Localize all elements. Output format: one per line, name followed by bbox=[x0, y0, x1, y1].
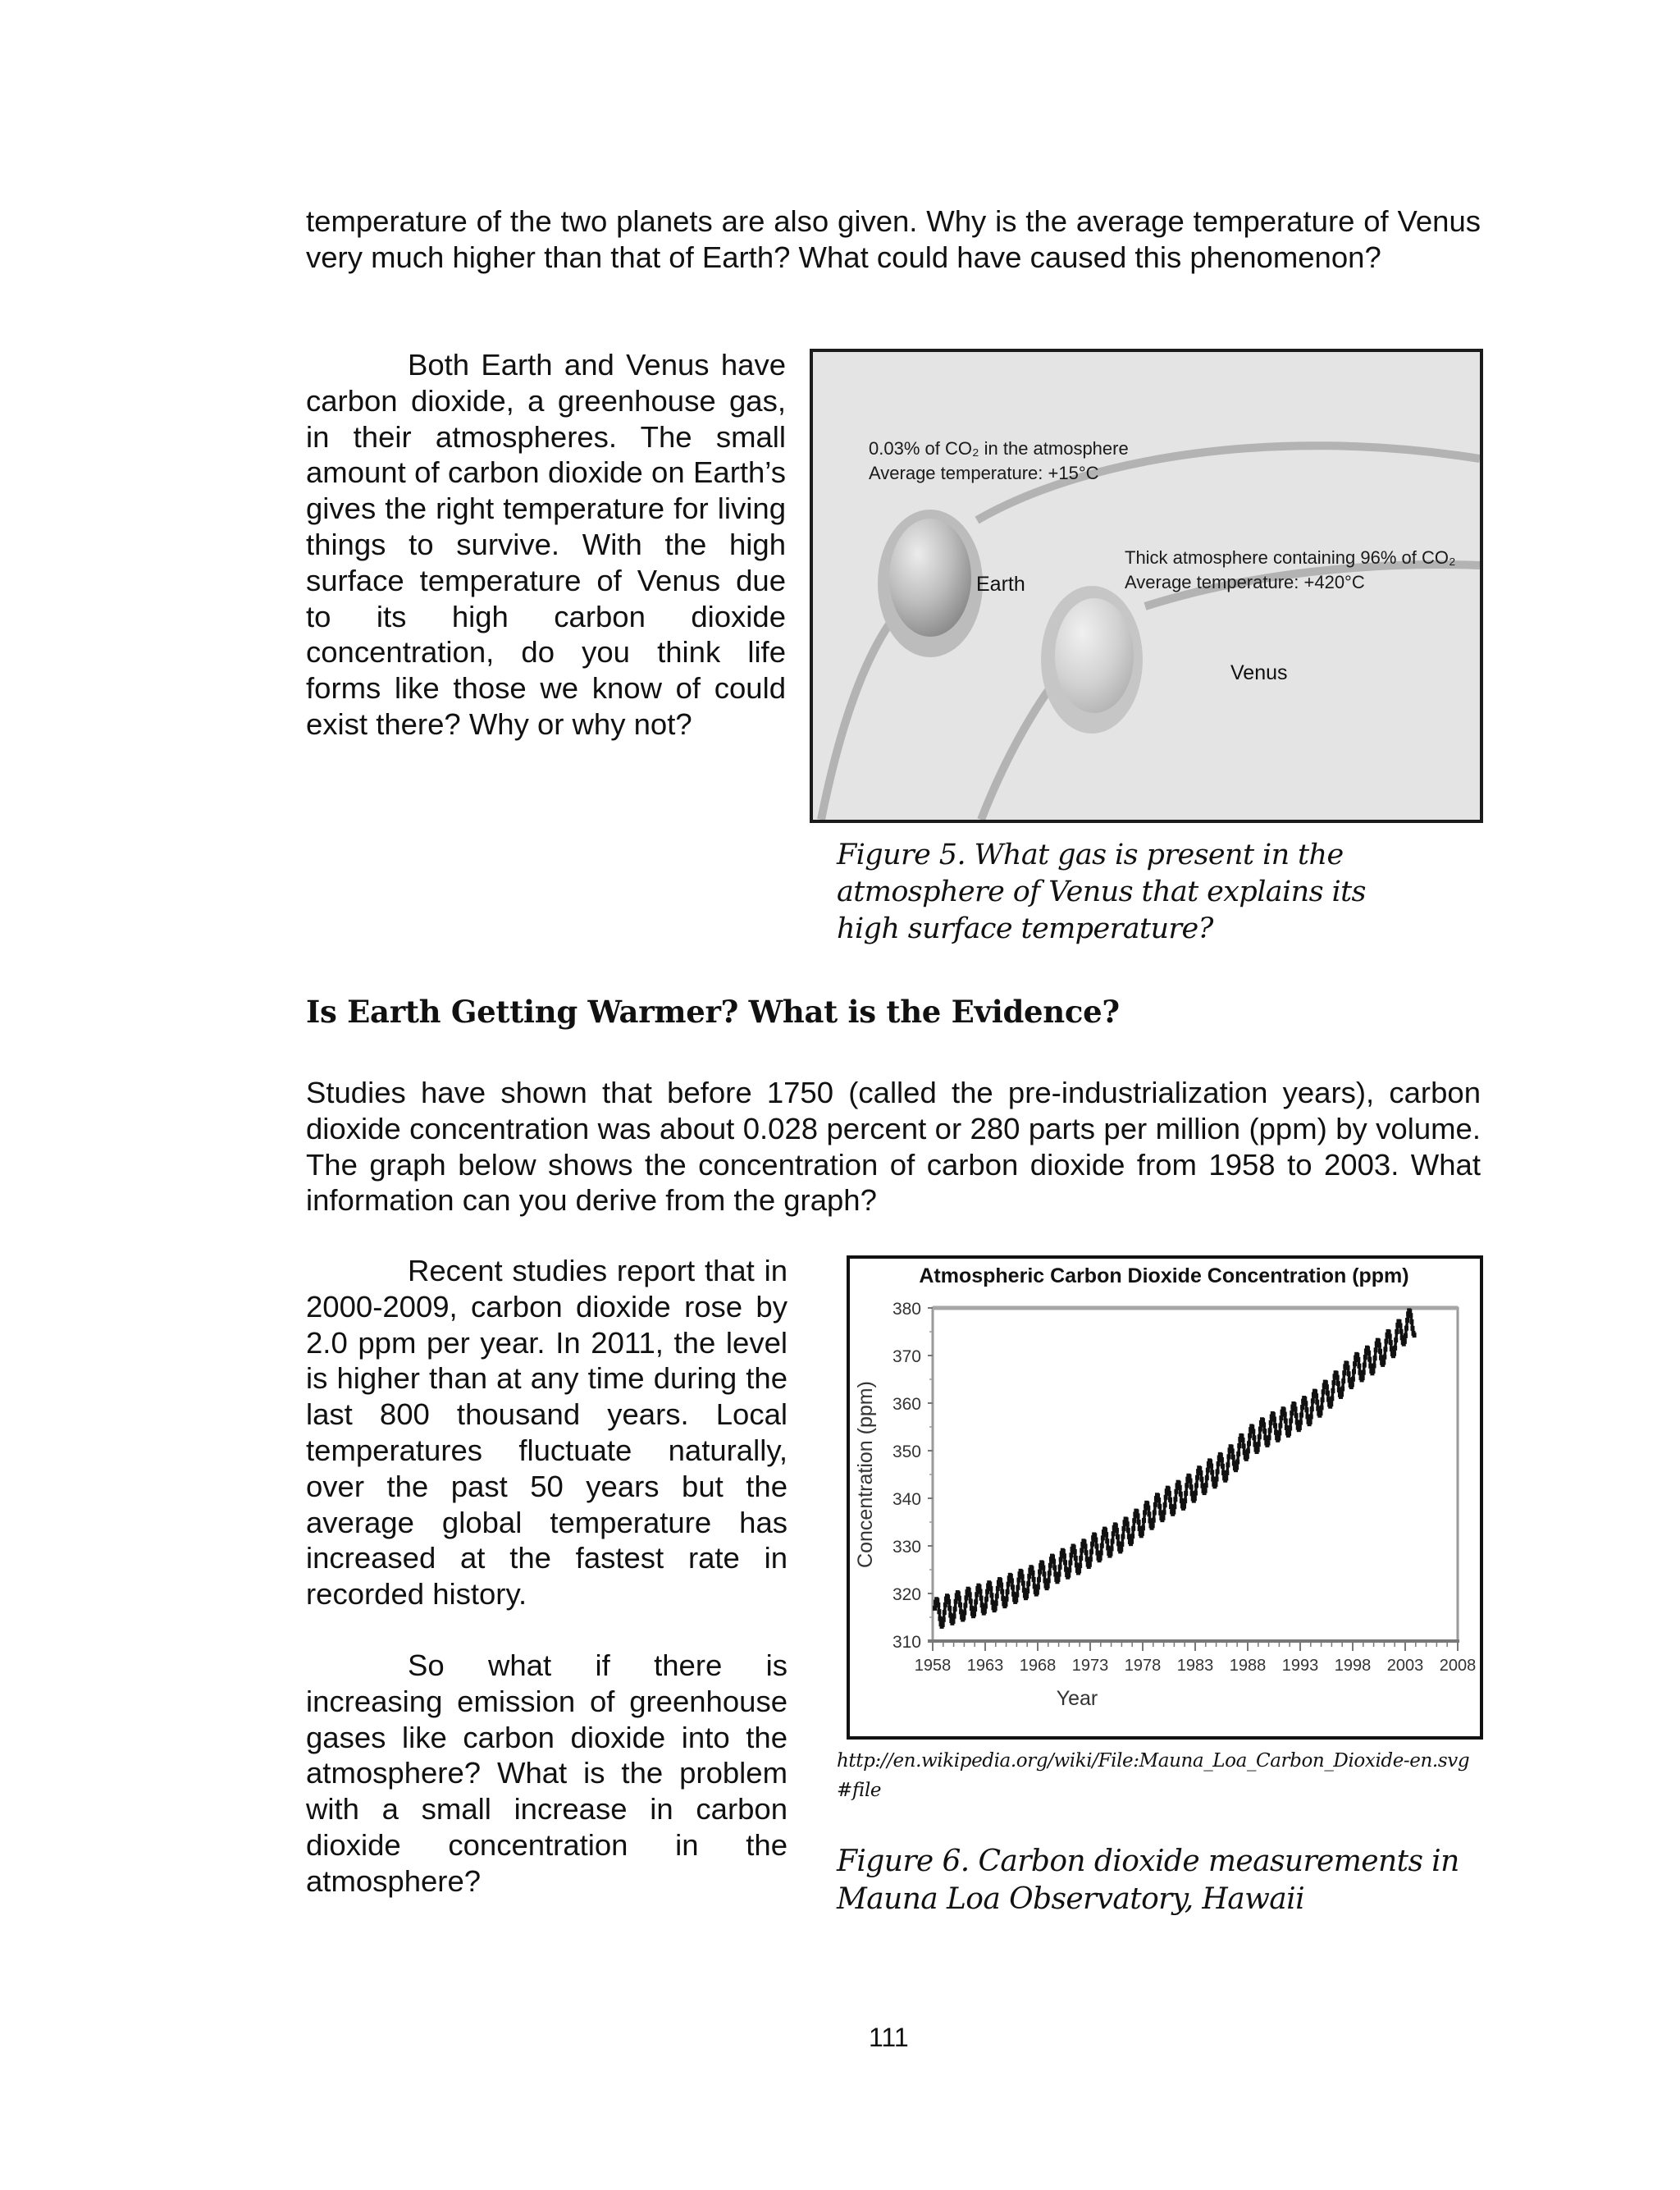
figure-6-source-link[interactable]: http://en.wikipedia.org/wiki/File:Mauna_Loa_Carbon_Dioxide-en.svg#file bbox=[837, 1750, 1470, 1801]
y-tick-label: 330 bbox=[892, 1538, 921, 1557]
section-heading: Is Earth Getting Warmer? What is the Evidence? bbox=[306, 994, 1120, 1030]
x-tick-label: 1973 bbox=[1071, 1657, 1109, 1675]
earth-co2-percentage: 0.03% of CO₂ in the atmosphere bbox=[869, 438, 1129, 459]
earth-co2-info bbox=[869, 437, 1129, 486]
evidence-paragraph: Studies have shown that before 1750 (called the pre-industrialization years), carbon dioxide concentration was about 0.028 percent or 280 parts per million (ppm) by volume. The graph below shows the concentration of carbon dioxide from 1958 to 2003. What information can you derive from the graph? bbox=[306, 1076, 1481, 1218]
figure-6-co2-chart bbox=[847, 1255, 1483, 1740]
x-tick-label: 2008 bbox=[1439, 1657, 1477, 1675]
x-axis-ticks bbox=[915, 1641, 1477, 1675]
x-tick-label: 1993 bbox=[1281, 1657, 1319, 1675]
y-tick-label: 360 bbox=[892, 1395, 921, 1414]
y-tick-label: 370 bbox=[892, 1347, 921, 1366]
y-tick-label: 340 bbox=[892, 1490, 921, 1509]
figure-5-earth-venus-diagram bbox=[810, 349, 1483, 823]
y-tick-label: 380 bbox=[892, 1300, 921, 1319]
x-tick-label: 1983 bbox=[1176, 1657, 1214, 1675]
so-what-paragraph: So what if there is increasing emission of greenhouse gases like carbon dioxide into the atmosphere? What is the problem with a small increase in carbon dioxide concentration in the atmosphere? bbox=[306, 1648, 788, 1898]
intro-paragraph: temperature of the two planets are also given. Why is the average temperature of Venus very much higher than that of Earth? What could have caused this phenomenon? bbox=[306, 204, 1481, 274]
y-axis-label: Concentration (ppm) bbox=[854, 1381, 877, 1568]
venus-co2-percentage: Thick atmosphere containing 96% of CO₂ bbox=[1125, 547, 1456, 568]
venus-average-temperature: Average temperature: +420°C bbox=[1125, 572, 1365, 592]
figure-5-caption: Figure 5. What gas is present in the atmosphere of Venus that explains its high surface temperature? bbox=[837, 839, 1366, 945]
earth-label: Earth bbox=[976, 573, 1025, 596]
x-tick-label: 2003 bbox=[1386, 1657, 1424, 1675]
x-tick-label: 1998 bbox=[1334, 1657, 1372, 1675]
recent-studies-paragraph: Recent studies report that in 2000-2009, carbon dioxide rose by 2.0 ppm per year. In 2011, the level is higher than at any time during the last 800 thousand years. Local temperatures fluctuate naturally, over the past 50 years but the average global temperature has increased at the fastest rate in recorded history. bbox=[306, 1254, 788, 1612]
venus-orbit-line bbox=[981, 676, 1059, 820]
y-tick-label: 320 bbox=[892, 1585, 921, 1604]
x-tick-label: 1968 bbox=[1019, 1657, 1057, 1675]
earth-average-temperature: Average temperature: +15°C bbox=[869, 463, 1099, 483]
venus-co2-info bbox=[1125, 546, 1456, 595]
y-tick-label: 350 bbox=[892, 1442, 921, 1461]
x-tick-label: 1988 bbox=[1229, 1657, 1267, 1675]
x-tick-label: 1978 bbox=[1124, 1657, 1162, 1675]
co2-line-chart bbox=[850, 1259, 1480, 1736]
x-tick-label: 1963 bbox=[966, 1657, 1004, 1675]
y-axis-ticks bbox=[892, 1300, 933, 1652]
chart-title: Atmospheric Carbon Dioxide Concentration (ppm) bbox=[919, 1264, 1409, 1287]
page-number: 111 bbox=[869, 2023, 909, 2052]
figure-6-caption: Figure 6. Carbon dioxide measurements in Mauna Loa Observatory, Hawaii bbox=[837, 1845, 1459, 1916]
y-tick-label: 310 bbox=[892, 1633, 921, 1652]
venus-paragraph: Both Earth and Venus have carbon dioxide, a greenhouse gas, in their atmospheres. The small amount of carbon dioxide on Earth’s gives the right temperature for living things to survive. With the high surface temperature of Venus due to its high carbon dioxide concentration, do you think life forms like those we know of could exist there? Why or why not? bbox=[306, 348, 786, 741]
x-axis-label: Year bbox=[1056, 1687, 1098, 1710]
venus-label: Venus bbox=[1230, 661, 1288, 684]
x-tick-label: 1958 bbox=[914, 1657, 952, 1675]
